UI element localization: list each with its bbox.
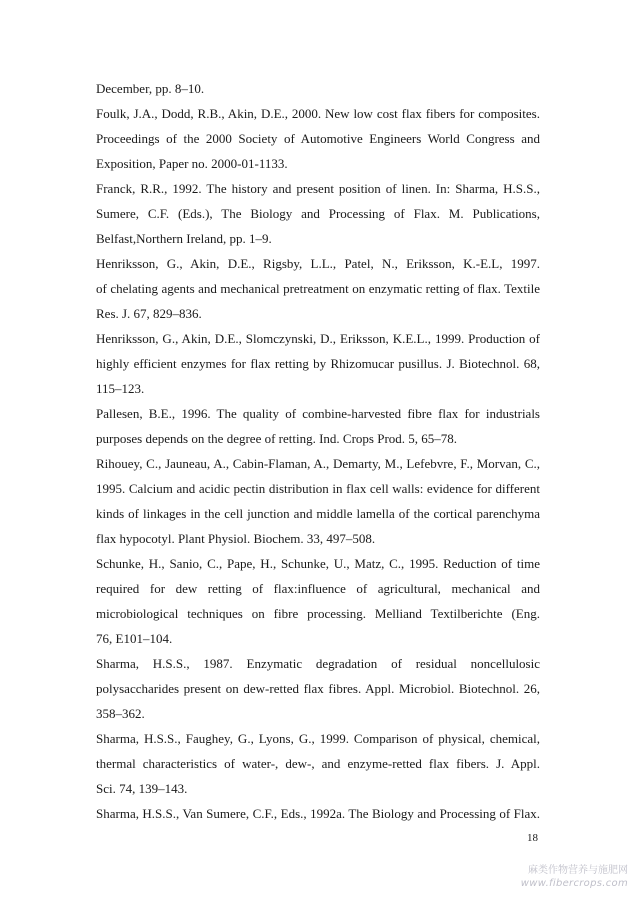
- reference-line: Sharma, H.S.S., Faughey, G., Lyons, G., 1999. Comparison of physical, chemical,: [96, 731, 540, 746]
- reference-line: 358–362.: [96, 706, 145, 721]
- reference-line: kinds of linkages in the cell junction and middle lamella of the cortical parenchyma: [96, 506, 540, 521]
- reference-line: of chelating agents and mechanical pretreatment on enzymatic retting of flax. Textile: [96, 281, 540, 296]
- reference-line: Sharma, H.S.S., Van Sumere, C.F., Eds., 1992a. The Biology and Processing of Flax.: [96, 806, 540, 821]
- reference-line: Sci. 74, 139–143.: [96, 781, 188, 796]
- reference-line: Schunke, H., Sanio, C., Pape, H., Schunke, U., Matz, C., 1995. Reduction of time: [96, 556, 540, 571]
- watermark-site-name: 麻类作物营养与施肥网: [528, 865, 628, 876]
- reference-line: thermal characteristics of water-, dew-, and enzyme-retted flax fibers. J. Appl.: [96, 756, 540, 771]
- reference-line: flax hypocotyl. Plant Physiol. Biochem. 33, 497–508.: [96, 531, 376, 546]
- reference-line: December, pp. 8–10.: [96, 81, 205, 96]
- reference-line: required for dew retting of flax:influence of agricultural, mechanical and: [96, 581, 540, 596]
- reference-line: microbiological techniques on fibre processing. Melliand Textilberichte (Eng.: [96, 606, 540, 621]
- reference-line: Sharma, H.S.S., 1987. Enzymatic degradation of residual noncellulosic: [96, 656, 540, 671]
- reference-line: highly efficient enzymes for flax retting by Rhizomucar pusillus. J. Biotechnol. 68,: [96, 356, 540, 371]
- page-number: 18: [527, 832, 538, 844]
- reference-line: Henriksson, G., Akin, D.E., Slomczynski, D., Eriksson, K.E.L., 1999. Production of: [96, 331, 540, 346]
- reference-line: Sumere, C.F. (Eds.), The Biology and Processing of Flax. M. Publications,: [96, 206, 540, 221]
- site-watermark: [498, 864, 628, 890]
- reference-line: Henriksson, G., Akin, D.E., Rigsby, L.L., Patel, N., Eriksson, K.-E.L, 1997.: [96, 256, 540, 271]
- reference-line: 115–123.: [96, 381, 145, 396]
- reference-line: purposes depends on the degree of retting. Ind. Crops Prod. 5, 65–78.: [96, 431, 458, 446]
- reference-line: 1995. Calcium and acidic pectin distribution in flax cell walls: evidence for different: [96, 481, 540, 496]
- watermark-url: www.fibercrops.com: [520, 878, 628, 889]
- reference-line: Foulk, J.A., Dodd, R.B., Akin, D.E., 2000. New low cost flax fibers for composites.: [96, 106, 540, 121]
- reference-line: Proceedings of the 2000 Society of Automotive Engineers World Congress and: [96, 131, 540, 146]
- reference-line: Franck, R.R., 1992. The history and present position of linen. In: Sharma, H.S.S.,: [96, 181, 540, 196]
- reference-line: polysaccharides present on dew-retted flax fibres. Appl. Microbiol. Biotechnol. 26,: [96, 681, 540, 696]
- reference-line: 76, E101–104.: [96, 631, 173, 646]
- reference-line: Rihouey, C., Jauneau, A., Cabin-Flaman, A., Demarty, M., Lefebvre, F., Morvan, C.,: [96, 456, 540, 471]
- reference-line: Exposition, Paper no. 2000-01-1133.: [96, 156, 288, 171]
- reference-line: Belfast,Northern Ireland, pp. 1–9.: [96, 231, 272, 246]
- reference-line: Pallesen, B.E., 1996. The quality of combine-harvested fibre flax for industrials: [96, 406, 540, 421]
- reference-line: Res. J. 67, 829–836.: [96, 306, 202, 321]
